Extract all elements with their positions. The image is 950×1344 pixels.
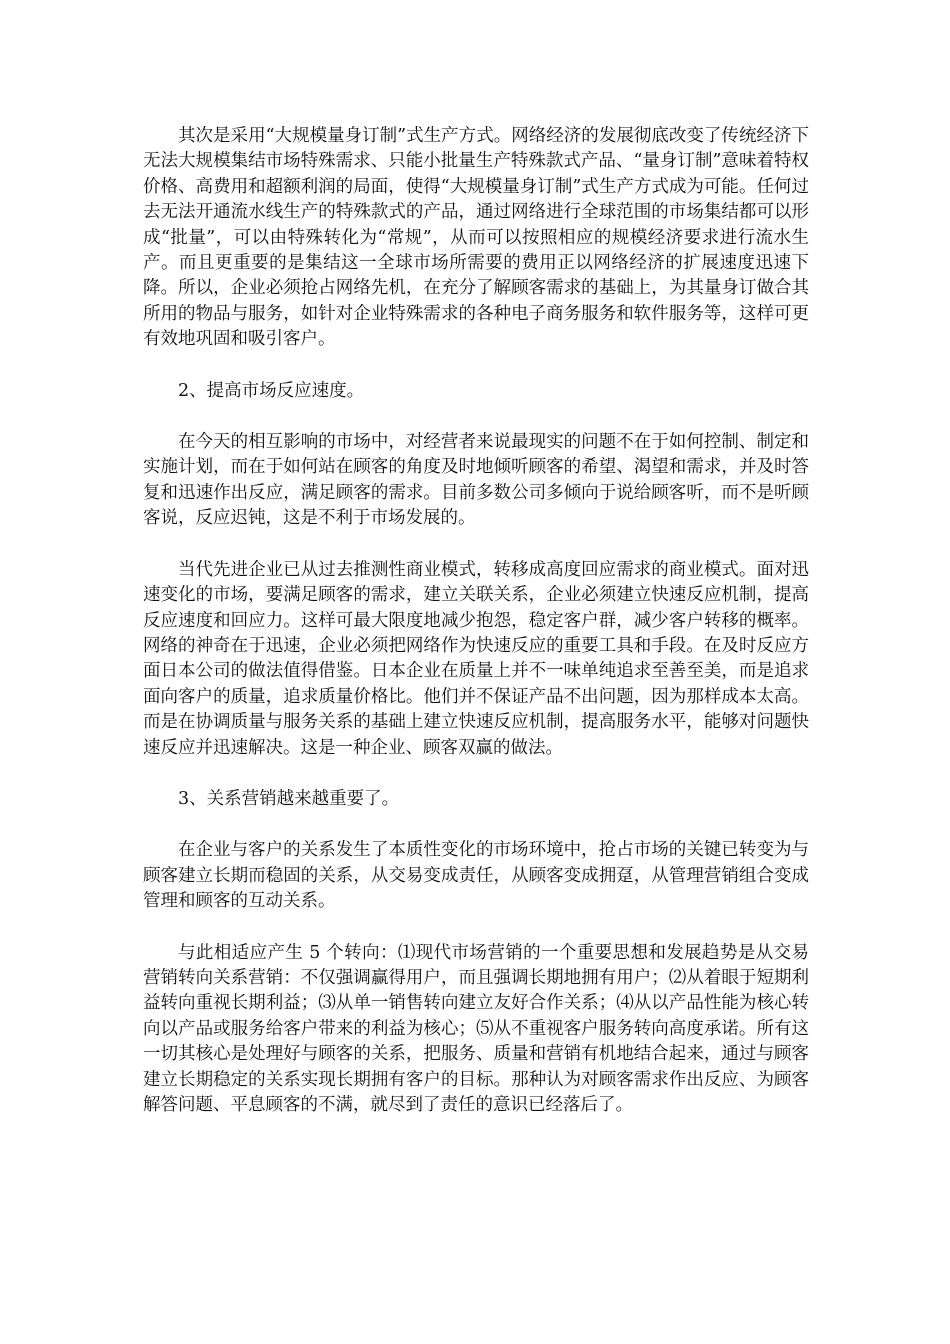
paragraph-mass-customization: 其次是采用“大规模量身订制”式生产方式。网络经济的发展彻底改变了传统经济下无法大规模集结市场特殊需求、只能小批量生产特殊款式产品、“量身订制”意味着特权价格、高费用和超额利润的局面，使得“大规模量身订制”式生产方式成为可能。任何过去无法开通流水线生产的特殊款式的产品，通过网络进行全球范围的市场集结都可以形成“批量”，可以由特殊转化为“常规”，从而可以按照相应的规模经济要求进行流水生产。而且更重要的是集结这一全球市场所需要的费用正以网络经济的扩展速度迅速下降。所以，企业必须抢占网络先机，在充分了解顾客需求的基础上，为其量身订做合其所用的物品与服务，如针对企业特殊需求的各种电子商务服务和软件服务等，这样可更有效地巩固和吸引客户。 bbox=[143, 126, 809, 350]
section-heading-response-speed: 2、提高市场反应速度。 bbox=[178, 380, 365, 401]
paragraph-five-shifts: 与此相适应产生 5 个转向：⑴现代市场营销的一个重要思想和发展趋势是从交易营销转向关系营销：不仅强调赢得用户，而且强调长期地拥有用户；⑵从着眼于短期利益转向重视长期利益；⑶从单一销售转向建立友好合作关系；⑷从以产品性能为核心转向以产品或服务给客户带来的利益为核心；⑸从不重视客户服务转向高度承诺。所有这一切其核心是处理好与顾客的关系，把服务、质量和营销有机地结合起来，通过与顾客建立长期稳定的关系实现长期拥有客户的目标。那种认为对顾客需求作出反应、为顾客解答问题、平息顾客的不满，就尽到了责任的意识已经落后了。 bbox=[143, 942, 809, 1115]
section-heading-relationship-marketing: 3、关系营销越来越重要了。 bbox=[178, 788, 400, 809]
paragraph-rapid-response: 当代先进企业已从过去推测性商业模式，转移成高度回应需求的商业模式。面对迅速变化的市场，要满足顾客的需求，建立关联关系，企业必须建立快速反应机制，提高反应速度和回应力。这样可最大限度地减少抱怨，稳定客户群，减少客户转移的概率。网络的神奇在于迅速，企业必须把网络作为快速反应的重要工具和手段。在及时反应方面日本公司的做法值得借鉴。日本企业在质量上并不一味单纯追求至善至美，而是追求面向客户的质量，追求质量价格比。他们并不保证产品不出问题，因为那样成本太高。而是在协调质量与服务关系的基础上建立快速反应机制，提高服务水平，能够对问题快速反应并迅速解决。这是一种企业、顾客双赢的做法。 bbox=[143, 559, 809, 758]
paragraph-customer-listening: 在今天的相互影响的市场中，对经营者来说最现实的问题不在于如何控制、制定和实施计划，而在于如何站在顾客的角度及时地倾听顾客的希望、渴望和需求，并及时答复和迅速作出反应，满足顾客的需求。目前多数公司多倾向于说给顾客听，而不是听顾客说，反应迟钝，这是不利于市场发展的。 bbox=[143, 432, 809, 529]
paragraph-customer-relationship: 在企业与客户的关系发生了本质性变化的市场环境中，抢占市场的关键已转变为与顾客建立长期而稳固的关系，从交易变成责任，从顾客变成拥趸，从管理营销组合变成管理和顾客的互动关系。 bbox=[143, 840, 809, 912]
document-page bbox=[143, 124, 809, 1144]
